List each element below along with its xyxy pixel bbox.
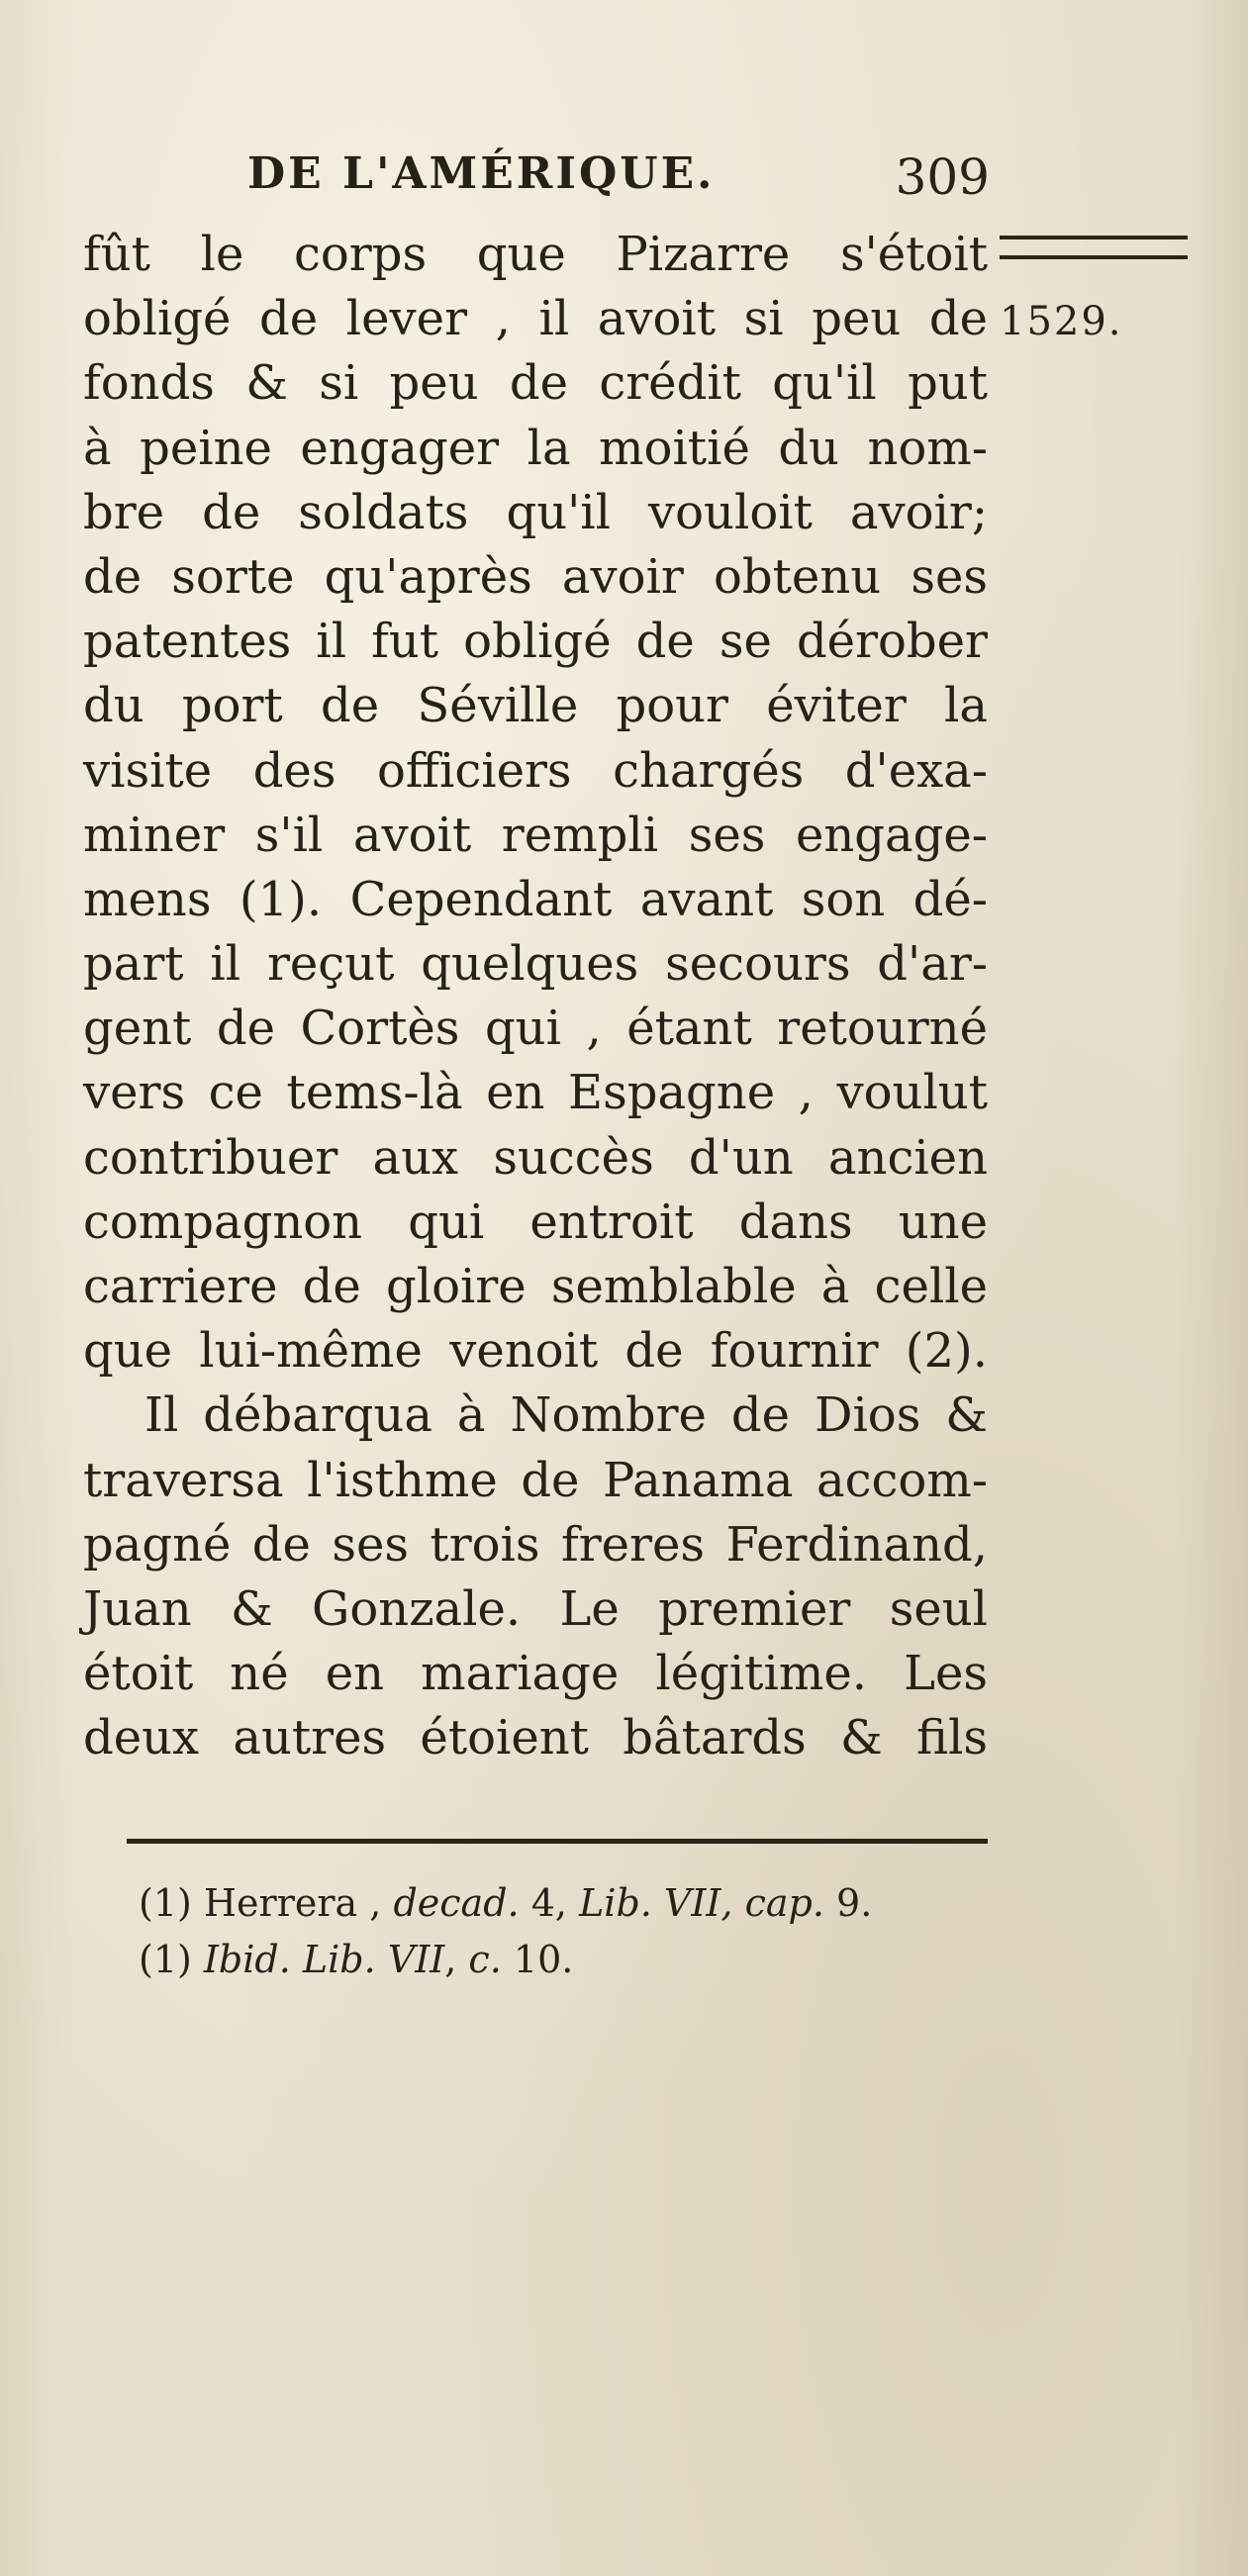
footnote-ref: c. [468, 1938, 502, 1981]
text-line: étoit né en mariage légitime. Les [83, 1646, 988, 1702]
footnote-author: Herrera , [203, 1881, 382, 1925]
text-line: compagnon qui entroit dans une [83, 1193, 988, 1250]
text-line: vers ce tems-là en Espagne , voulut [83, 1065, 988, 1121]
footnote-2 [139, 1932, 1049, 1988]
text-line: contribuer aux succès d'un ancien [83, 1129, 988, 1186]
paragraph-first-line: Il débarqua à Nombre de Dios & [144, 1387, 988, 1444]
text-line: obligé de lever , il avoit si peu de [83, 291, 988, 347]
footnote-1 [139, 1875, 1049, 1932]
text-line: patentes il fut obligé de se dérober [83, 614, 988, 670]
footnote-mark: (1) [139, 1938, 192, 1981]
footnote-num: 4, [530, 1881, 567, 1925]
body-text [83, 223, 988, 1771]
footnote-sep: , [444, 1938, 457, 1981]
footnote-ref: cap. [744, 1881, 824, 1925]
margin-double-rule [1000, 236, 1188, 259]
footnote-num: 9. [836, 1881, 873, 1925]
margin-year-note: 1529. [1000, 299, 1123, 344]
footnote-ref: Lib. VII, [579, 1881, 733, 1925]
text-line: carriere de gloire semblable à celle [83, 1259, 988, 1314]
footnote-rule [127, 1839, 988, 1844]
text-line: Juan & Gonzale. Le premier seul [83, 1580, 988, 1637]
text-line: mens (1). Cependant avant son dé- [83, 871, 988, 927]
footnote-num: 10. [513, 1938, 574, 1981]
running-head [247, 148, 990, 218]
text-line: bre de soldats qu'il vouloit avoir; [83, 484, 988, 540]
paragraph-last-line: que lui-même venoit de fournir (2). [83, 1323, 988, 1380]
text-line: visite des officiers chargés d'exa- [83, 742, 988, 799]
text-line: traversa l'isthme de Panama accom- [83, 1452, 988, 1508]
text-line: fonds & si peu de crédit qu'il put [83, 355, 988, 412]
text-line: pagné de ses trois freres Ferdinand, [83, 1516, 988, 1573]
text-line: deux autres étoient bâtards & fils [83, 1710, 988, 1766]
text-line: part il reçut quelques secours d'ar- [83, 936, 988, 993]
text-line: du port de Séville pour éviter la [83, 678, 988, 734]
footnote-ref: Ibid. Lib. VII [203, 1938, 445, 1981]
text-line: fût le corps que Pizarre s'étoit [83, 227, 988, 282]
running-head-title: DE L'AMÉRIQUE. [247, 148, 716, 199]
footnotes [139, 1875, 1049, 1988]
text-line: gent de Cortès qui , étant retourné [83, 1001, 988, 1057]
text-line: de sorte qu'après avoir obtenu ses [83, 548, 988, 605]
text-line: miner s'il avoit rempli ses engage- [83, 807, 988, 863]
page-number: 309 [895, 148, 990, 206]
footnote-ref: decad. [393, 1881, 520, 1925]
footnote-mark: (1) [139, 1881, 192, 1925]
text-line: à peine engager la moitié du nom- [83, 420, 988, 476]
